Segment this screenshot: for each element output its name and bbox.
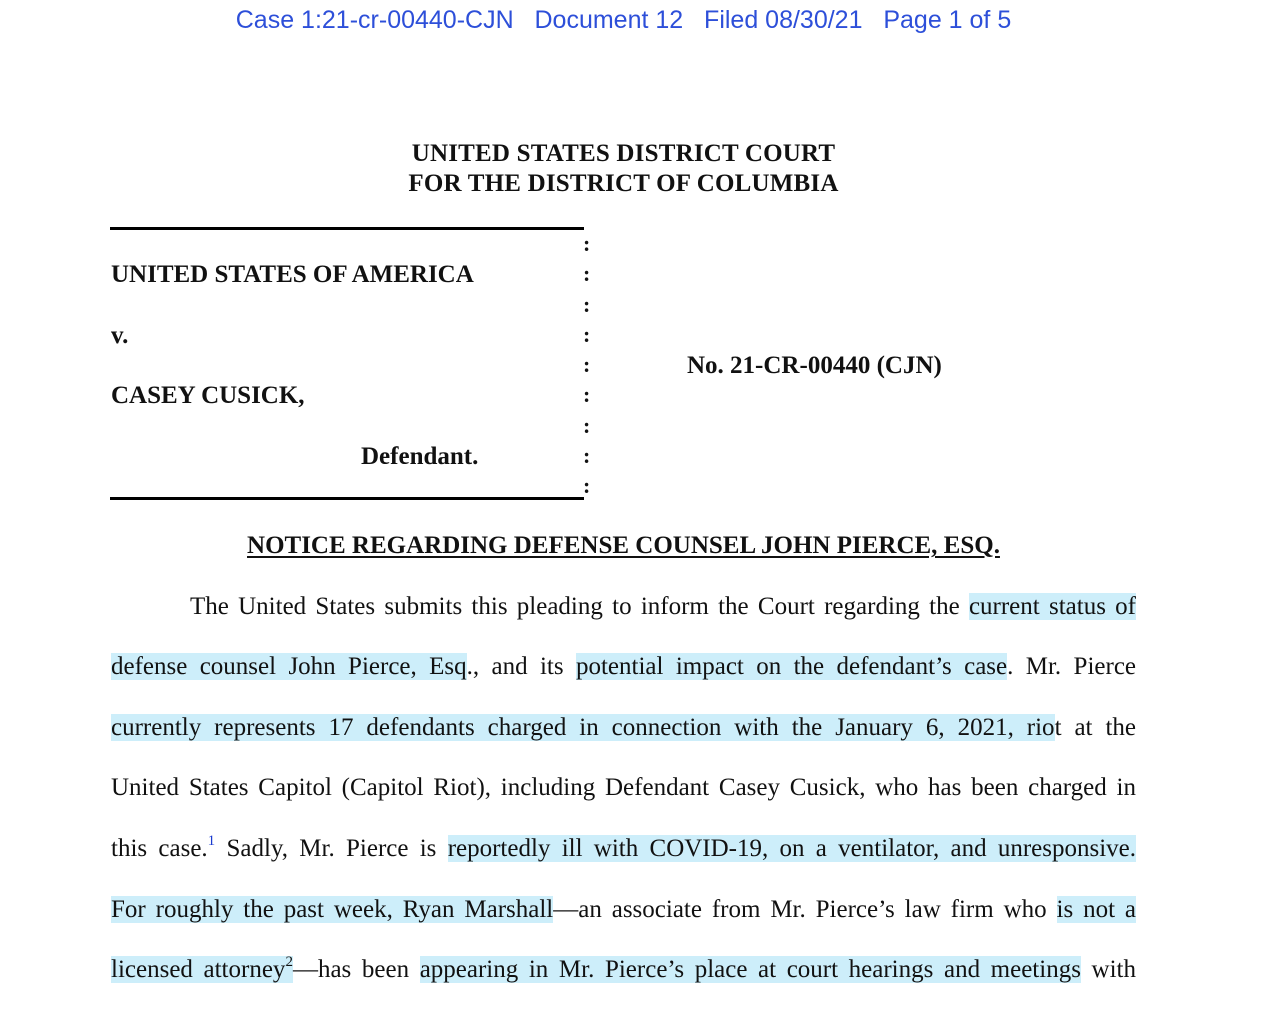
- ecf-header-stamp: [0, 6, 1247, 35]
- body-line-7: licensed attorney$^2$—has been appearing in Mr. Pierce’s place at court hearings and meetings with: [111, 953, 1136, 983]
- caption-colon: :: [583, 443, 591, 469]
- caption-colon: :: [583, 261, 591, 287]
- header-page: Page 1 of 5: [883, 6, 1012, 34]
- caption-defendant-name: CASEY CUSICK,: [111, 382, 305, 409]
- header-case-number: Case 1:21-cr-00440-CJN: [235, 6, 514, 34]
- caption-plaintiff: UNITED STATES OF AMERICA: [111, 261, 474, 288]
- highlight: is not a: [1056, 896, 1136, 923]
- body-line-4: United States Capitol (Capitol Riot), including Defendant Casey Cusick, who has been charged in: [111, 774, 1136, 801]
- highlight: appearing in Mr. Pierce’s place at court hearings and meetings: [419, 956, 1081, 983]
- caption-colon: :: [583, 321, 591, 347]
- caption-case-number: No. 21-CR-00440 (CJN): [687, 352, 942, 379]
- notice-title: NOTICE REGARDING DEFENSE COUNSEL JOHN PIERCE, ESQ.: [247, 532, 1000, 559]
- header-document: Document 12: [534, 6, 684, 34]
- body-line-6: For roughly the past week, Ryan Marshall—an associate from Mr. Pierce’s law firm who is not a: [111, 896, 1136, 923]
- footnote-marker-2[interactable]: 2: [285, 953, 293, 970]
- caption-versus: v.: [111, 322, 129, 349]
- caption-defendant-label: Defendant.: [361, 443, 479, 470]
- highlight: licensed attorney$^2$: [111, 953, 293, 983]
- highlight: currently represents 17 defendants charged in connection with the January 6, 2021, rio: [111, 714, 1055, 741]
- footnote-marker-1[interactable]: 1: [207, 832, 216, 849]
- caption-colon: :: [583, 473, 591, 499]
- caption-bottom-rule: [110, 497, 584, 500]
- header-filed: Filed 08/30/21: [704, 6, 863, 34]
- highlight: defense counsel John Pierce, Esq: [111, 653, 467, 680]
- highlight: reportedly ill with COVID-19, on a ventilator, and unresponsive.: [447, 835, 1137, 862]
- court-name-line1: UNITED STATES DISTRICT COURT: [411, 140, 836, 167]
- highlight: For roughly the past week, Ryan Marshall: [111, 896, 554, 923]
- highlight: potential impact on the defendant’s case: [575, 653, 1008, 680]
- caption-colon: :: [583, 352, 591, 378]
- body-line-1: The United States submits this pleading to inform the Court regarding the current status of: [190, 593, 1136, 620]
- caption-colon: :: [583, 382, 591, 408]
- court-name-line2: FOR THE DISTRICT OF COLUMBIA: [408, 170, 839, 197]
- body-line-5: this case.$^1$ Sadly, Mr. Pierce is reportedly ill with COVID-19, on a ventilator, and unresponsive.: [111, 832, 1137, 862]
- body-line-2: defense counsel John Pierce, Esq., and its potential impact on the defendant’s case. Mr. Pierce: [111, 653, 1137, 680]
- caption-colon: :: [583, 291, 591, 317]
- caption-colon: :: [583, 412, 591, 438]
- highlight: current status of: [968, 593, 1136, 620]
- caption-colon-column: [583, 229, 593, 502]
- caption-colon: :: [583, 231, 591, 256]
- caption-top-rule: [110, 227, 584, 230]
- body-line-3: currently represents 17 defendants charged in connection with the January 6, 2021, riot at the: [111, 714, 1136, 741]
